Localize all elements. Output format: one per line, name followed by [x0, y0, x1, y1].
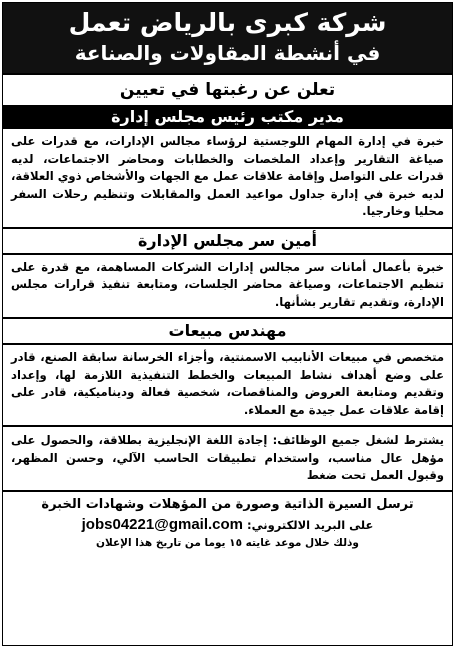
job-title-2: أمين سر مجلس الإدارة — [3, 227, 452, 255]
header-band — [3, 3, 452, 75]
footer — [3, 492, 452, 554]
job-description-2: خبرة بأعمال أمانات سر مجالس إدارات الشركات المساهمة، مع قدرة على تنظيم الاجتماعات، وصياغة محاضر الجلسات، ومتابعة تنفيذ قرارات مجلس الإدارة، وتقديم تقارير بشأنها. — [11, 259, 444, 309]
email-label: على البريد الالكتروني: — [247, 517, 374, 532]
job-title-1: مدير مكتب رئيس مجلس إدارة — [3, 105, 452, 129]
job-description-1: خبرة في إدارة المهام اللوجستية لرؤساء مجالس الإدارات، مع قدرات على صياغة التقارير وإعداد الملخصات والخطابات ومحاضر الاجتماعات، لديه قدرات على التواصل وإقامة علاقات عمل مع الجهات والأشخاص ذوي العلاقة، لديه خبرة في إدارة جداول مواعيد العمل والمقابلات وتنظيم رحلات السفر محليا وخارجيا. — [11, 134, 444, 218]
send-instructions: ترسل السيرة الذاتية وصورة من المؤهلات وشهادات الخبرة — [41, 496, 414, 512]
email-row — [11, 515, 444, 535]
company-line: شركة كبرى بالرياض تعمل — [68, 8, 387, 37]
conditions: يشترط لشغل جميع الوظائف: إجادة اللغة الإنجليزية بطلاقة، والحصول على مؤهل عال مناسب، واستخدام تطبيقات الحاسب الآلي، وحسن المظهر، وقبول العمل تحت ضغط — [3, 425, 452, 492]
announcement: تعلن عن رغبتها في تعيين — [119, 80, 336, 100]
deadline: وذلك خلال موعد غايته ١٥ يوما من تاريخ هذا الإعلان — [96, 536, 359, 549]
job-description-3: متخصص في مبيعات الأنابيب الاسمنتية، وأجزاء الخرسانة سابقة الصنع، قادر على وضع أهداف نشاط المبيعات والخطط التنفيذية اللازمة لها، وإعداد وتقديم ومتابعة العروض والمناقصات، شخصية فعالة وديناميكية، قادر على إقامة علاقات عمل جيدة مع العملاء. — [11, 350, 444, 417]
email-address: jobs04221@gmail.com — [81, 515, 244, 533]
job-advertisement — [2, 2, 453, 646]
activity-line: في أنشطة المقاولات والصناعة — [74, 41, 381, 65]
job-title-3: مهندس مبيعات — [3, 317, 452, 345]
